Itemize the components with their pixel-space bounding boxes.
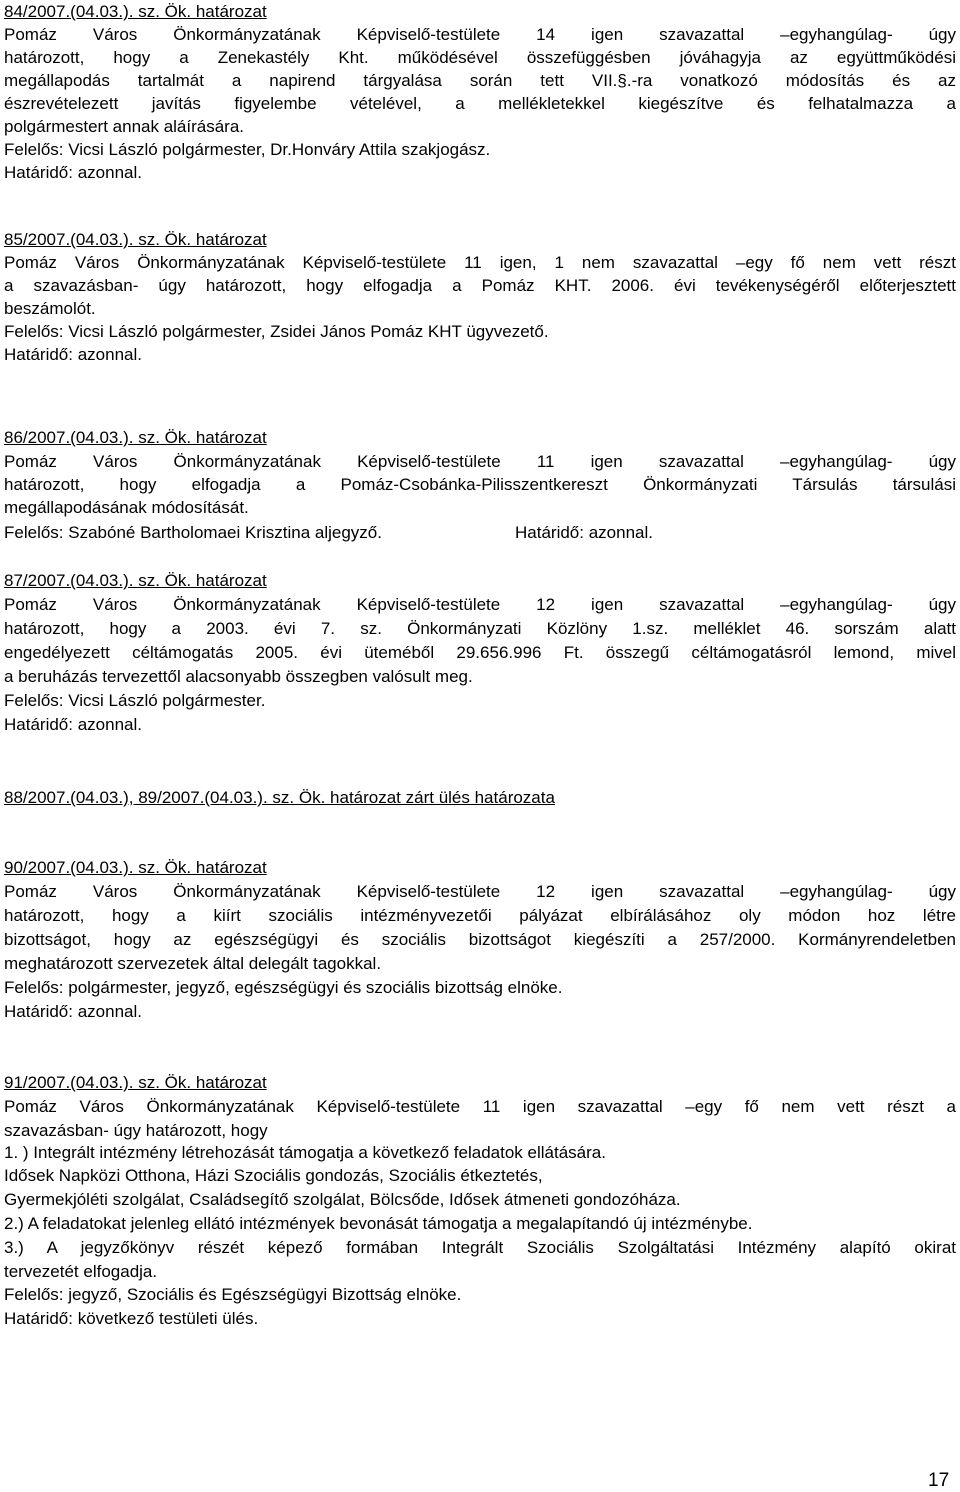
resolution-heading: 87/2007.(04.03.). sz. Ök. határozat xyxy=(4,571,267,590)
resolution-body-line: észrevételezett javítás figyelembe vételével, a mellékletekkel kiegészítve és felhatalmazza a xyxy=(4,94,956,113)
resolution-heading: 90/2007.(04.03.). sz. Ök. határozat xyxy=(4,858,267,877)
resolution-body-line: határozott, hogy a 2003. évi 7. sz. Önkormányzati Közlöny 1.sz. melléklet 46. sorszám alatt xyxy=(4,619,956,638)
resolution-body-line: Pomáz Város Önkormányzatának Képviselő-testülete 11 igen, 1 nem szavazattal –egy fő nem vett részt xyxy=(4,253,956,272)
resolution-heading: 84/2007.(04.03.). sz. Ök. határozat xyxy=(4,2,267,21)
resolution-heading: 86/2007.(04.03.). sz. Ök. határozat xyxy=(4,428,267,447)
responsible-line: Felelős: Szabóné Bartholomaei Krisztina aljegyző. xyxy=(4,523,382,542)
responsible-line: Felelős: Vicsi László polgármester, Zsidei János Pomáz KHT ügyvezető. xyxy=(4,322,549,341)
resolution-body-line: határozott, hogy elfogadja a Pomáz-Csobánka-Pilisszentkereszt Önkormányzati Társulás társulási xyxy=(4,475,956,494)
resolution-body-line: polgármestert annak aláírására. xyxy=(4,117,245,136)
resolution-body-line: Pomáz Város Önkormányzatának Képviselő-testülete 12 igen szavazattal –egyhangúlag- úgy xyxy=(4,595,956,614)
resolution-heading-closed-session: 88/2007.(04.03.), 89/2007.(04.03.). sz. Ök. határozat zárt ülés határozata xyxy=(4,788,555,807)
resolution-body-line: Pomáz Város Önkormányzatának Képviselő-testülete 14 igen szavazattal –egyhangúlag- úgy xyxy=(4,25,956,44)
deadline-line: Határidő: azonnal. xyxy=(4,345,142,364)
resolution-body-line: Pomáz Város Önkormányzatának Képviselő-testülete 11 igen szavazattal –egyhangúlag- úgy xyxy=(4,452,956,471)
resolution-body-line: beszámolót. xyxy=(4,299,96,318)
resolution-body-line: bizottságot, hogy az egészségügyi és szociális bizottságot kiegészíti a 257/2000. Kormányrendeletben xyxy=(4,930,956,949)
resolution-body-line: a beruházás tervezettől alacsonyabb összegben valósult meg. xyxy=(4,667,473,686)
page-number: 17 xyxy=(928,1470,950,1491)
resolution-body-line: megállapodás tartalmát a napirend tárgyalása során tett VII.§.-ra vonatkozó módosítás és az xyxy=(4,71,956,90)
resolution-body-line: határozott, hogy a Zenekastély Kht. működésével összefüggésben jóváhagyja az együttműködési xyxy=(4,48,956,67)
deadline-line: Határidő: azonnal. xyxy=(515,523,653,542)
resolution-body-line: Pomáz Város Önkormányzatának Képviselő-testülete 12 igen szavazattal –egyhangúlag- úgy xyxy=(4,882,956,901)
resolution-body-line: meghatározott szervezetek által delegált tagokkal. xyxy=(4,954,382,973)
responsible-line: Felelős: polgármester, jegyző, egészségügyi és szociális bizottság elnöke. xyxy=(4,978,563,997)
resolution-body-line: 3.) A jegyzőkönyv részét képező formában Integrált Szociális Szolgáltatási Intézmény alapító okirat xyxy=(4,1238,956,1257)
deadline-line: Határidő: azonnal. xyxy=(4,163,142,182)
resolution-body-line: Gyermekjóléti szolgálat, Családsegítő szolgálat, Bölcsőde, Idősek átmeneti gondozóháza. xyxy=(4,1190,681,1209)
resolution-body-line: engedélyezett céltámogatás 2005. évi üteméből 29.656.996 Ft. összegű céltámogatásról lemond, mivel xyxy=(4,643,956,662)
responsible-line: Felelős: jegyző, Szociális és Egészségügyi Bizottság elnöke. xyxy=(4,1285,462,1304)
resolution-body-line: 2.) A feladatokat jelenleg ellátó intézmények bevonását támogatja a megalapítandó új intézménybe. xyxy=(4,1214,753,1233)
deadline-line: Határidő: azonnal. xyxy=(4,715,142,734)
resolution-body-line: megállapodásának módosítását. xyxy=(4,498,249,517)
resolution-body-line: tervezetét elfogadja. xyxy=(4,1262,158,1281)
resolution-body-line: 1. ) Integrált intézmény létrehozását támogatja a következő feladatok ellátására. xyxy=(4,1143,606,1162)
resolution-heading: 85/2007.(04.03.). sz. Ök. határozat xyxy=(4,230,267,249)
responsible-line: Felelős: Vicsi László polgármester, Dr.Honváry Attila szakjogász. xyxy=(4,140,491,159)
resolution-body-line: Pomáz Város Önkormányzatának Képviselő-testülete 11 igen szavazattal –egy fő nem vett részt a xyxy=(4,1097,956,1116)
deadline-line: Határidő: következő testületi ülés. xyxy=(4,1309,259,1328)
responsible-line: Felelős: Vicsi László polgármester. xyxy=(4,691,266,710)
resolution-body-line: Idősek Napközi Otthona, Házi Szociális gondozás, Szociális étkeztetés, xyxy=(4,1166,543,1185)
resolution-heading: 91/2007.(04.03.). sz. Ök. határozat xyxy=(4,1073,267,1092)
deadline-line: Határidő: azonnal. xyxy=(4,1002,142,1021)
resolution-body-line: szavazásban- úgy határozott, hogy xyxy=(4,1121,268,1140)
resolution-body-line: a szavazásban- úgy határozott, hogy elfogadja a Pomáz KHT. 2006. évi tevékenységéről előterjesztett xyxy=(4,276,956,295)
resolution-body-line: határozott, hogy a kiírt szociális intézményvezetői pályázat elbírálásához oly módon hoz létre xyxy=(4,906,956,925)
